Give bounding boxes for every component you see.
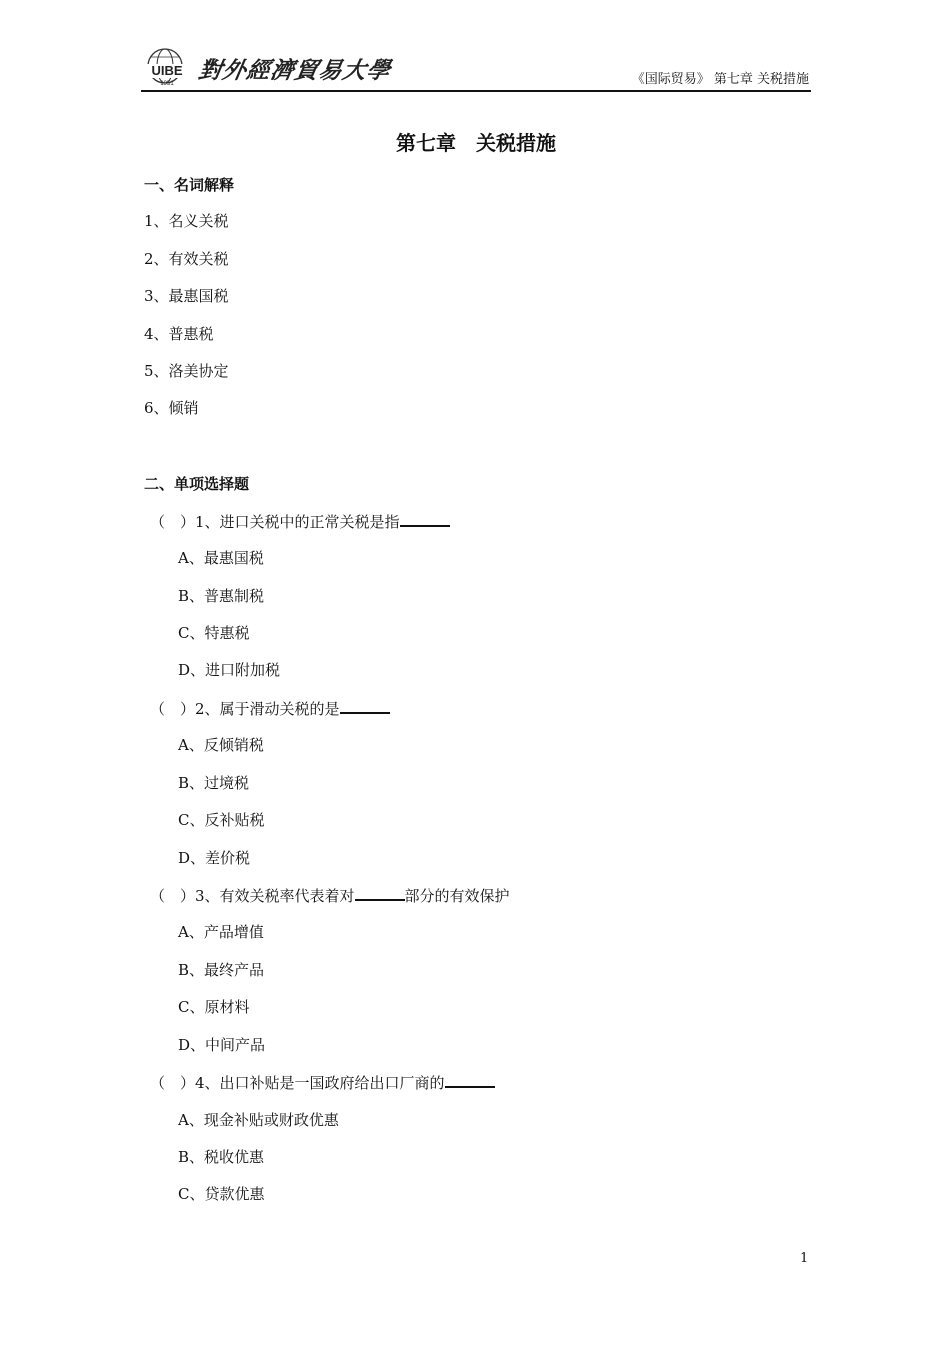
option-item: B、最终产品 (178, 961, 265, 979)
option-item: B、过境税 (178, 774, 250, 792)
page-number: 1 (800, 1251, 809, 1266)
option-item: B、普惠制税 (178, 587, 265, 605)
option-item: C、原材料 (178, 998, 250, 1016)
option-item: D、差价税 (178, 849, 251, 867)
answer-blank (340, 698, 390, 714)
answer-blank (400, 511, 450, 527)
question-text: （ ）3、有效关税率代表着对 (150, 887, 355, 905)
term-item: 1、名义关税 (144, 212, 229, 230)
answer-blank (355, 885, 405, 901)
question-text-suffix: 部分的有效保护 (404, 887, 510, 905)
term-item: 4、普惠税 (144, 325, 214, 343)
question-text: （ ）2、属于滑动关税的是 (150, 700, 340, 718)
option-item: A、产品增值 (178, 923, 264, 941)
option-item: B、税收优惠 (178, 1148, 265, 1166)
option-item: C、特惠税 (178, 624, 250, 642)
svg-text:1951: 1951 (160, 81, 174, 87)
option-item: D、进口附加税 (178, 661, 281, 679)
university-name: 對外經濟貿易大學 (196, 57, 394, 84)
term-item: 6、倾销 (144, 399, 199, 417)
term-item: 5、洛美协定 (144, 362, 229, 380)
question-3 (150, 885, 510, 906)
course-info: 《国际贸易》 第七章 关税措施 (631, 72, 809, 87)
page-title: 第七章 关税措施 (396, 131, 556, 155)
question-2 (150, 698, 390, 719)
term-item: 3、最惠国税 (144, 287, 229, 305)
page-header (141, 44, 811, 92)
question-1 (150, 511, 450, 532)
option-item: A、反倾销税 (178, 736, 264, 754)
svg-text:UIBE: UIBE (151, 63, 183, 78)
option-item: C、反补贴税 (178, 811, 265, 829)
option-item: D、中间产品 (178, 1036, 266, 1054)
question-text: （ ）1、进口关税中的正常关税是指 (150, 513, 400, 531)
option-item: A、现金补贴或财政优惠 (178, 1111, 339, 1129)
option-item: A、最惠国税 (178, 549, 264, 567)
option-item: C、贷款优惠 (178, 1185, 265, 1203)
question-text: （ ）4、出口补贴是一国政府给出口厂商的 (150, 1074, 445, 1092)
university-logo (143, 44, 191, 88)
answer-blank (445, 1072, 495, 1088)
section-heading-choice: 二、单项选择题 (144, 475, 250, 493)
term-item: 2、有效关税 (144, 250, 229, 268)
question-4 (150, 1072, 495, 1093)
section-heading-terms: 一、名词解释 (144, 176, 235, 194)
